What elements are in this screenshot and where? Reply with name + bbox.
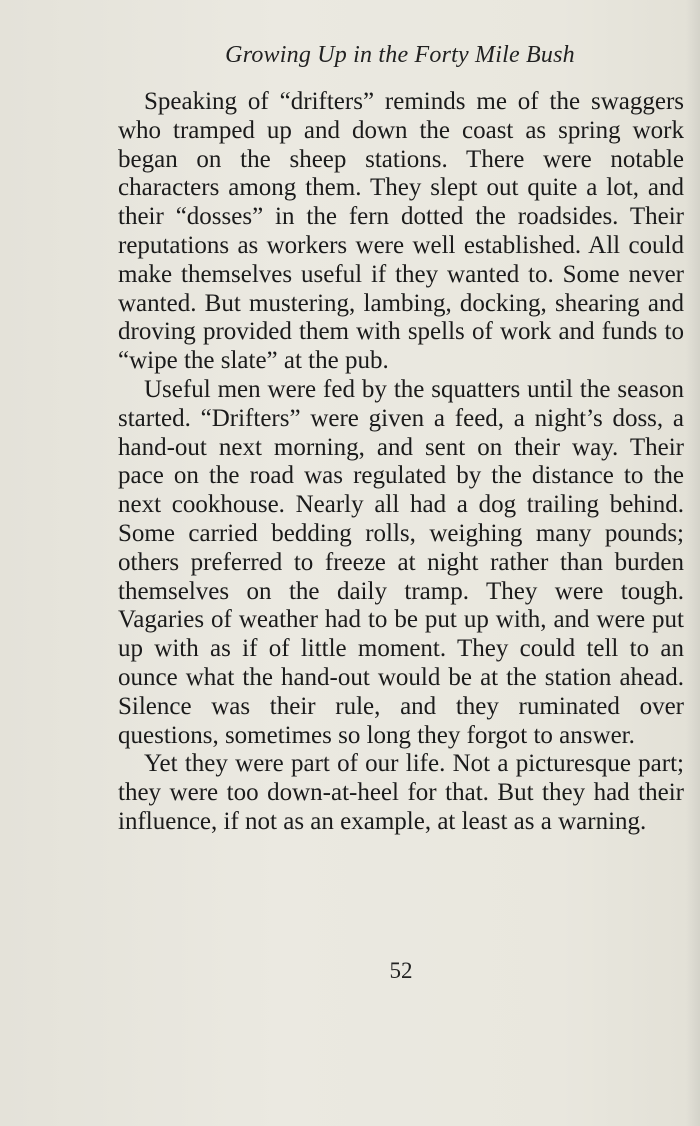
paragraph-1: Speaking of “drifters” reminds me of the swaggers who tramped up and down the coast as spring work began on the sheep stations. There were notable characters among them. They slept out quite a lot, and their “dosses” in the fern dotted the roadsides. Their reputations as workers were well established. All could make themselves useful if they wanted to. Some never wanted. But mustering, lambing, docking, shearing and droving provided them with spells of work and funds to “wipe the slate” at the pub. (118, 88, 684, 375)
body-text (118, 88, 684, 837)
page-edge-shadow (686, 0, 700, 1126)
page-number: 52 (389, 958, 413, 983)
paragraph-2: Useful men were fed by the squatters until the season started. “Drifters” were given a feed, a night’s doss, a hand-out next morning, and sent on their way. Their pace on the road was regulated by the distance to the next cookhouse. Nearly all had a dog trailing behind. Some carried bedding rolls, weighing many pounds; others preferred to freeze at night rather than burden themselves on the daily tramp. They were tough. Vagaries of weather had to be put up with, and were put up with as if of little moment. They could tell to an ounce what the hand-out would be at the station ahead. Silence was their rule, and they ruminated over questions, sometimes so long they forgot to answer. (118, 375, 684, 749)
running-head: Growing Up in the Forty Mile Bush (225, 42, 575, 68)
paragraph-3: Yet they were part of our life. Not a picturesque part; they were too down-at-heel for that. But they had their influence, if not as an example, at least as a warning. (118, 750, 684, 835)
